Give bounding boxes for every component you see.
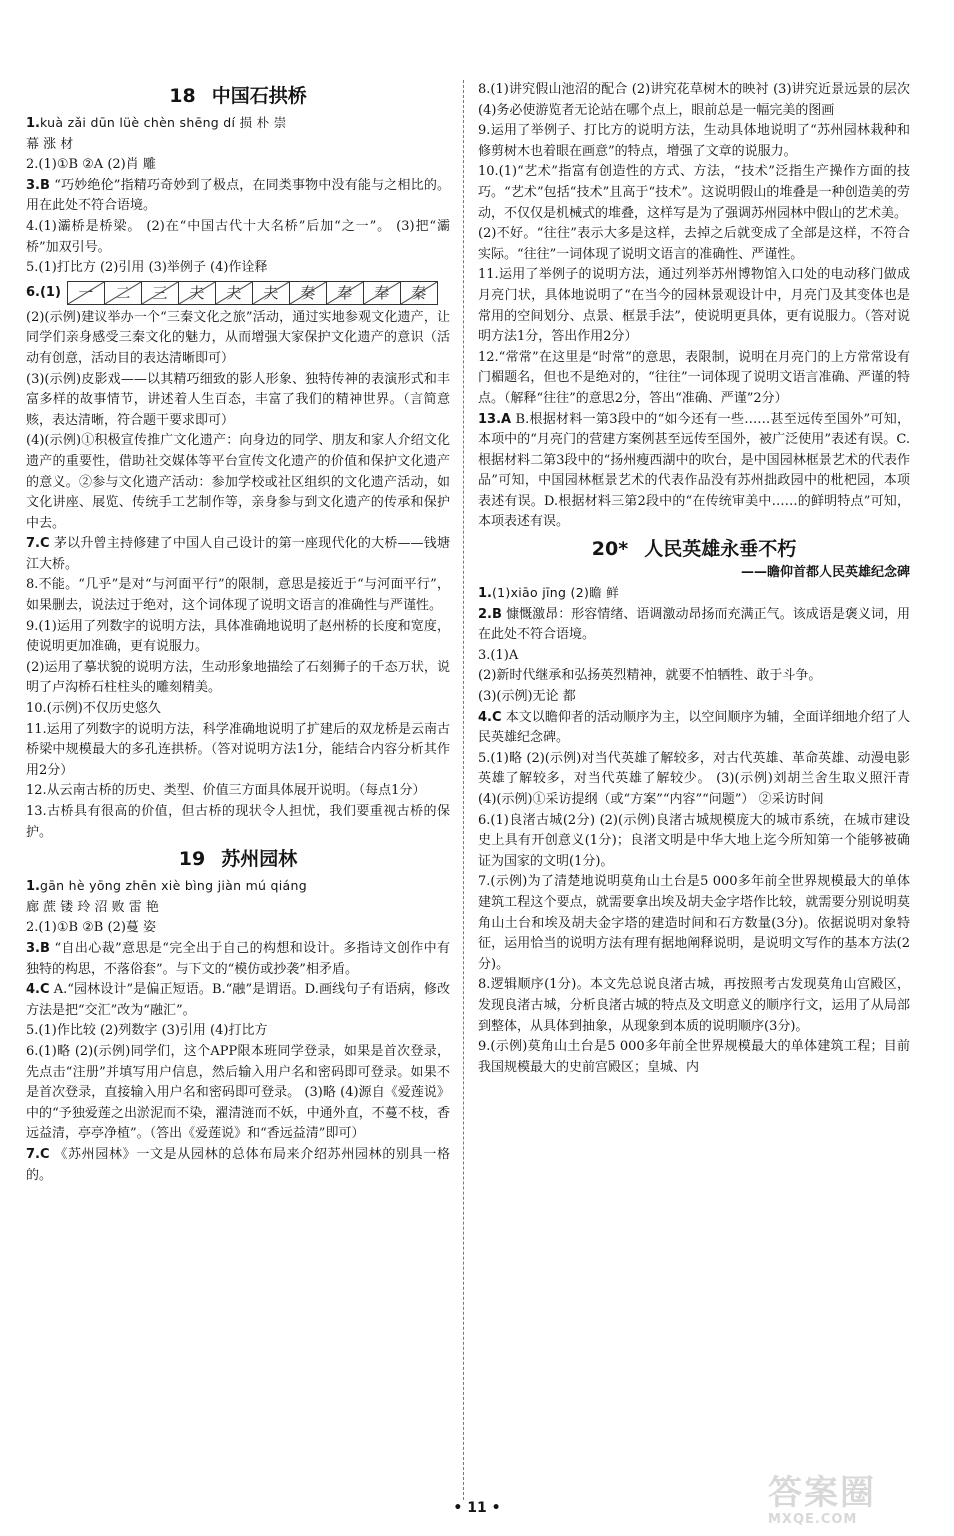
right-column bbox=[478, 80, 910, 1078]
answer-item: (2)运用了摹状貌的说明方法，生动形象地描绘了石刻狮子的千态万状，说明了卢沟桥石柱柱头的雕刻精美。 bbox=[26, 659, 450, 696]
stroke-cell: 一 bbox=[68, 282, 105, 304]
answer-item: 廊 蔗 镂 玲 沼 败 雷 艳 bbox=[26, 899, 159, 915]
answer-item: 8.(1)讲究假山池沼的配合 (2)讲究花草树木的映衬 (3)讲究近景远景的层次 (4)务必使游览者无论站在哪个点上，眼前总是一幅完美的图画 bbox=[478, 82, 910, 118]
answer-item: 1.gān hè yōng zhēn xiè bìng jiàn mú qiáng bbox=[26, 878, 307, 895]
answer-item: 4.C 本文以瞻仰者的活动顺序为主，以空间顺序为辅，全面详细地介绍了人民英雄纪念碑。 bbox=[478, 709, 910, 746]
answer-item: 7.C 茅以升曾主持修建了中国人自己设计的第一座现代化的大桥——钱塘江大桥。 bbox=[26, 536, 450, 572]
section-number: 19 bbox=[178, 848, 206, 871]
stroke-cell: 奏 bbox=[290, 282, 327, 304]
answer-item: 8.逻辑顺序(1分)。本文先总说良渚古城，再按照考古发现莫角山宫殿区，发现良渚古城，分析良渚古城的特点及文明意义的顺序行文，运用了从局部到整体，从具体到抽象，从现象到本质的说明顺序(3分)。 bbox=[478, 977, 910, 1034]
stroke-cell: 夫 bbox=[253, 282, 290, 304]
watermark-logo bbox=[768, 1474, 938, 1530]
answer-item: (3)(示例)皮影戏——以其精巧细致的影人形象、独特传神的表演形式和丰富多样的故事情节，讲述着人生百态，丰富了我们的精神世界。（言简意赅，表达清晰，符合题干要求即可） bbox=[26, 371, 450, 428]
answer-item: 1.(1)xiāo jīng (2)瞻 鲜 bbox=[478, 585, 619, 602]
answer-item: 3.B “自出心裁”意思是“完全出于自己的构想和设计。多指诗文创作中有独特的构思，不落俗套”。与下文的“模仿或抄袭”相矛盾。 bbox=[26, 940, 450, 977]
stroke-cell: 夫 bbox=[216, 282, 253, 304]
section-title-text: 苏州园林 bbox=[221, 848, 298, 871]
stroke-cell: 夫 bbox=[179, 282, 216, 304]
stroke-order-table bbox=[67, 281, 438, 305]
answer-item: (4)(示例)①积极宣传推广文化遗产：向身边的同学、朋友和家人介绍文化遗产的重要性，借助社交媒体等平台宣传文化遗产的价值和保护文化遗产的意义。②参与文化遗产活动：参加学校或社区组织的文化遗产活动，如文化讲座、展览、传统手工艺制作等，亲身参与到文化遗产的传承和保护中去。 bbox=[26, 433, 450, 531]
answer-item: (2)(示例)建议举办一个“三秦文化之旅”活动，通过实地参观文化遗产，让同学们亲身感受三秦文化的魅力，从而增强大家保护文化遗产的意识（活动有创意，活动目的表达清晰即可） bbox=[26, 309, 450, 366]
stroke-cell: 二 bbox=[105, 282, 142, 304]
stroke-cell: 秦 bbox=[401, 282, 437, 304]
page-number: • 11 • bbox=[453, 1500, 501, 1516]
answer-item: 幕 涨 材 bbox=[26, 136, 74, 152]
column-divider bbox=[463, 80, 464, 1500]
answer-item: 9.(示例)莫角山土台是5 000多年前全世界规模最大的单体建筑工程；目前我国规模最大的史前宫殿区；皇城、内 bbox=[478, 1039, 910, 1075]
answer-item: 5.(1)作比较 (2)列数字 (3)引用 (4)打比方 bbox=[26, 1023, 268, 1039]
answer-item: 2.(1)①B ②B (2)蔓 姿 bbox=[26, 920, 157, 936]
section-number: 20* bbox=[591, 538, 629, 561]
answer-item: 9.运用了举例子、打比方的说明方法，生动具体地说明了“苏州园林栽种和修剪树木也着眼在画意”的特点，增强了文章的说服力。 bbox=[478, 123, 910, 159]
section-20-title bbox=[478, 535, 910, 563]
answer-item: 10.(1)“艺术”指富有创造性的方式、方法，“技术”泛指生产操作方面的技巧。“艺术”包括“技术”且高于“技术”。这说明假山的堆叠是一种创造美的劳动，不仅仅是机械式的堆叠，这样写是为了强调苏州园林中假山的艺术美。 bbox=[478, 164, 910, 221]
section-title-text: 人民英雄永垂不朽 bbox=[644, 538, 797, 561]
answer-item: 11.运用了列数字的说明方法，科学准确地说明了扩建后的双龙桥是云南古桥梁中规模最大的多孔连拱桥。（答对说明方法1分，能结合内容分析其作用2分） bbox=[26, 721, 450, 778]
answer-number: 6.(1) bbox=[26, 285, 61, 301]
watermark-main: 答案圈 bbox=[768, 1473, 876, 1513]
answer-item: 5.(1)略 (2)(示例)对当代英雄了解较多，对古代英雄、革命英雄、动漫电影英雄了解较多，对当代英雄了解较少。 (3)(示例)刘胡兰舍生取义照汗青 (4)(示例)①采访提纲（或“方案”“内容”“问题”） ②采访时间 bbox=[478, 750, 910, 807]
answer-item: 8.不能。“几乎”是对“与河面平行”的限制，意思是接近于“与河面平行”，如果删去，说法过于绝对，这个词体现了说明文语言的准确性与严谨性。 bbox=[26, 577, 450, 614]
section-title-text: 中国石拱桥 bbox=[211, 85, 307, 107]
answer-item: 7.(示例)为了清楚地说明莫角山土台是5 000多年前全世界规模最大的单体建筑工程这个要点，就需要拿出埃及胡夫金字塔作比较，就需要分别说明莫角山土台和埃及胡夫金字塔的建造时间和石方数量(3分)。依据说明对象特征，运用恰当的说明方法有理有据地阐释说明，是说明文写作的基本方法(2分)。 bbox=[478, 874, 910, 972]
watermark-sub: MXQE.COM bbox=[768, 1512, 858, 1527]
section-subtitle: ——瞻仰首都人民英雄纪念碑 bbox=[740, 565, 910, 581]
answer-item: 12.从云南古桥的历史、类型、价值三方面具体展开说明。（每点1分） bbox=[26, 783, 426, 799]
answer-item: 1.kuà zǎi dūn lüè chèn shēng dí 损 朴 崇 bbox=[26, 115, 287, 131]
stroke-cell: 奉 bbox=[327, 282, 364, 304]
answer-item: 3.(1)A bbox=[478, 647, 519, 663]
answer-item: 2.(1)①B ②A (2)肖 雕 bbox=[26, 157, 156, 173]
answer-item: 13.古桥具有很高的价值，但古桥的现状令人担忧，我们要重视古桥的保护。 bbox=[26, 804, 450, 840]
answer-item: 12.“常常”在这里是“时常”的意思，表限制，说明在月亮门的上方常常设有门楣题名，但也不是绝对的，“往往”一词体现了说明文语言准确、严谨的特点。（解释“往往”的意思2分，答出“准确、严谨”2分） bbox=[478, 349, 910, 406]
stroke-order-row bbox=[26, 281, 450, 305]
answer-item: 4.C A.“园林设计”是偏正短语。B.“融”是谓语。D.画线句子有语病，修改方法是把“交汇”改为“融汇”。 bbox=[26, 982, 450, 1018]
section-number: 18 bbox=[169, 85, 196, 107]
answer-item: 3.B “巧妙绝伦”指精巧奇妙到了极点，在同类事物中没有能与之相比的。用在此处不符合语境。 bbox=[26, 177, 451, 214]
answer-item: 5.(1)打比方 (2)引用 (3)举例子 (4)作诠释 bbox=[26, 260, 268, 276]
answer-item: 11.运用了举例子的说明方法，通过列举苏州博物馆入口处的电动移门做成月亮门状，具体地说明了“在当今的园林景观设计中，月亮门及其变体也是常用的空间划分、点景、框景手法”，使说明更具体，更有说服力。（答对说明方法1分，答出作用2分） bbox=[478, 267, 910, 345]
answer-item: 6.(1)良渚古城(2分) (2)(示例)良渚古城规模庞大的城市系统，在城市建设史上具有开创意义(1分)；良渚文明是中华大地上迄今所知第一个能够被确证为国家的文明(1分)。 bbox=[478, 812, 910, 869]
answer-item: 13.A B.根据材料一第3段中的“如今还有一些……甚至远传至国外”可知，本项中的“月亮门的营建方案例甚至远传至国外，被广泛使用”表述有误。C.根据材料二第3段中的“扬州瘦西湖中的吹台，是中国园林框景艺术的代表作品”可知，中国园林框景艺术的代表作品没有苏州拙政园中的枇杷园，本项表述有误。D.根据材料三第2段中的“在传统审美中……的鲜明特点”可知，本项表述有误。 bbox=[478, 411, 910, 530]
answer-item: 9.(1)运用了列数字的说明方法，具体准确地说明了赵州桥的长度和宽度，使说明更加准确，更有说服力。 bbox=[26, 618, 450, 655]
left-column bbox=[26, 80, 450, 1186]
answer-item: (2)新时代继承和弘扬英烈精神，就要不怕牺牲、敢于斗争。 bbox=[478, 668, 822, 684]
stroke-cell: 奉 bbox=[364, 282, 401, 304]
answer-item: (3)(示例)无论 都 bbox=[478, 689, 576, 705]
answer-item: 6.(1)略 (2)(示例)同学们，这个APP限本班同学登录，如果是首次登录，先点击“注册”并填写用户信息，然后输入用户名和密码即可登录。如果不是首次登录，直接输入用户名和密码即可登录。 (3)略 (4)源自《爱莲说》中的“予独爱莲之出淤泥而不染，濯清涟而不妖，中通外直，不蔓不枝，香远益清，亭亭净植”。（答出《爱莲说》和“香远益清”即可） bbox=[26, 1043, 450, 1142]
answer-item: 7.C 《苏州园林》一文是从园林的总体布局来介绍苏州园林的别具一格的。 bbox=[26, 1146, 450, 1183]
section-19-title bbox=[26, 845, 450, 873]
answer-item: 4.(1)灞桥是桥梁。 (2)在“中国古代十大名桥”后加“之一”。 (3)把“灞桥”加双引号。 bbox=[26, 218, 450, 255]
stroke-cell: 三 bbox=[142, 282, 179, 304]
answer-item: 10.(示例)不仅历史悠久 bbox=[26, 701, 161, 717]
answer-item: (2)不好。“往往”表示大多是这样，去掉之后就变成了全部是这样，不符合实际。“往往”一词体现了说明文语言的准确性、严谨性。 bbox=[478, 226, 910, 262]
answer-item: 2.B 慷慨激昂：形容情绪、语调激动昂扬而充满正气。该成语是褒义词，用在此处不符合语境。 bbox=[478, 606, 910, 643]
section-18-title bbox=[26, 82, 450, 110]
